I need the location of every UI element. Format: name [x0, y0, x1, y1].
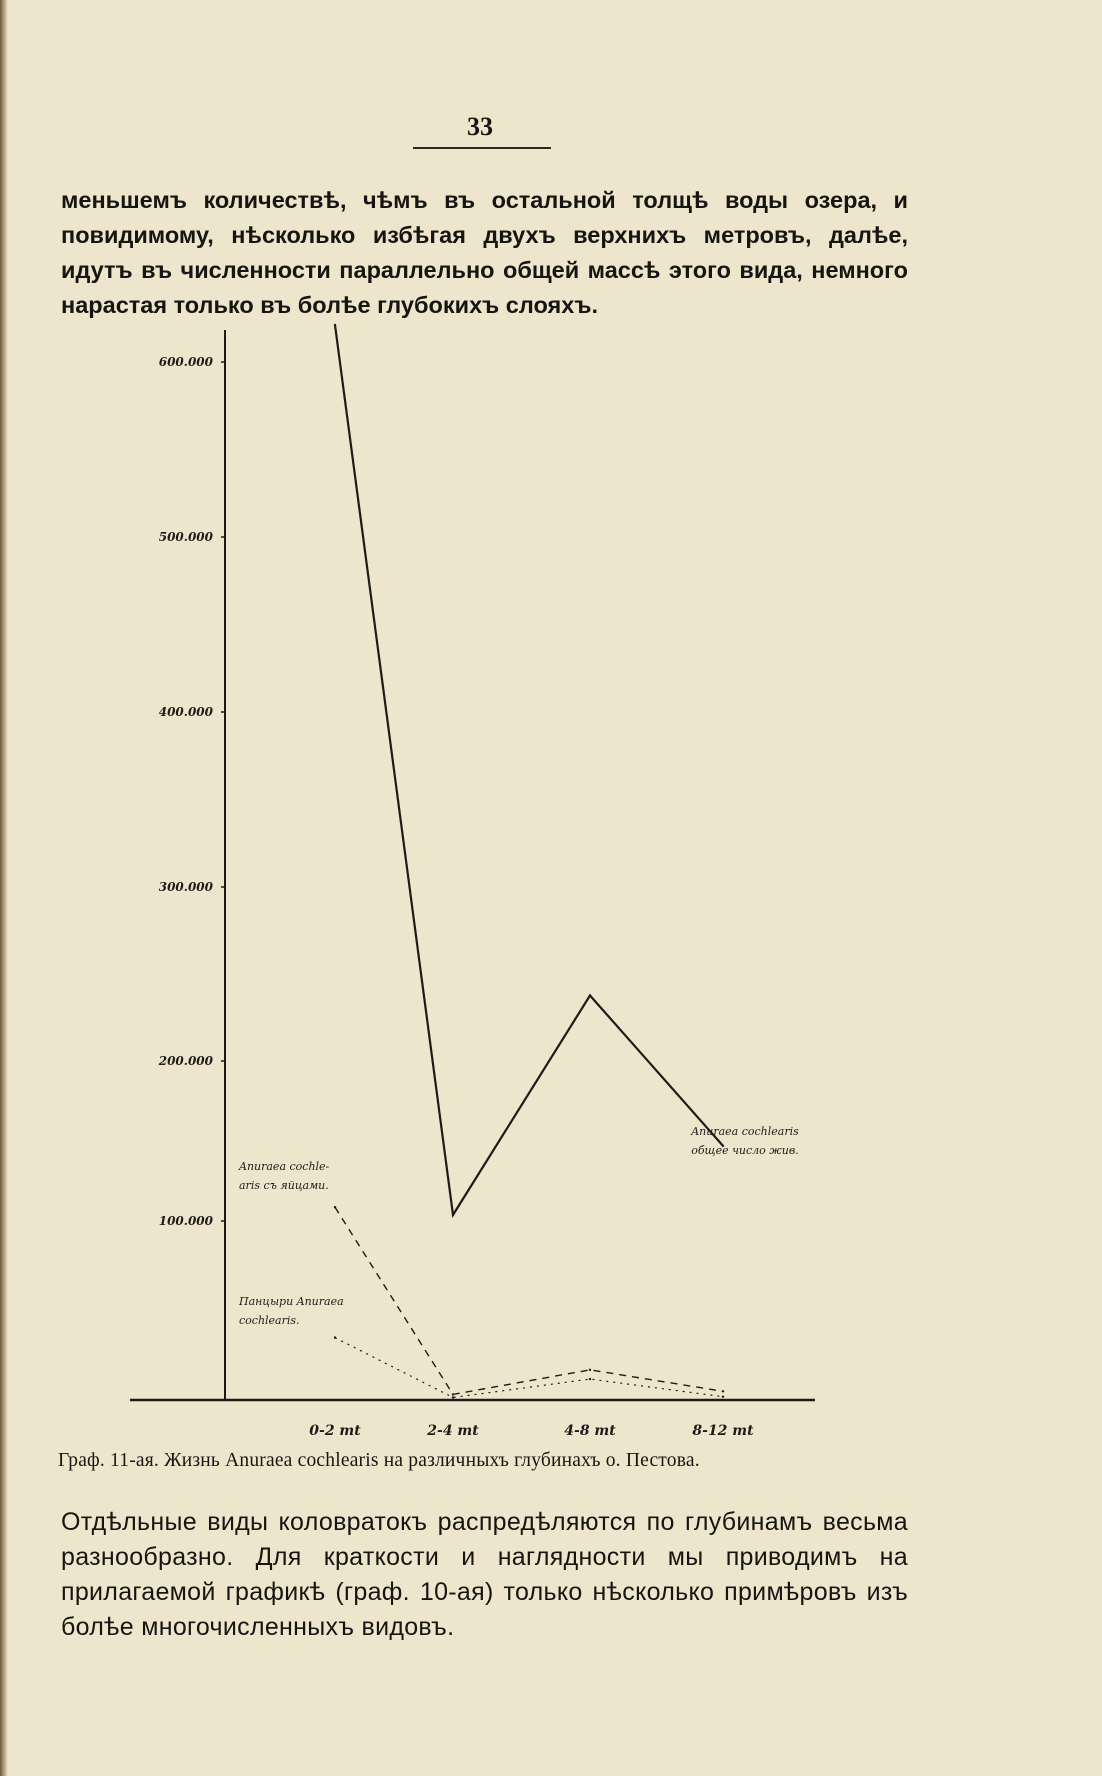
series-point-dotted [722, 1395, 724, 1397]
depth-chart [0, 320, 1102, 1460]
x-tick-label: 4-8 mt [564, 1423, 616, 1439]
y-tick-label: 600.000 [158, 355, 213, 369]
figure-caption: Граф. 11-ая. Жизнь Anuraea cochlearis на различныхъ глубинахъ о. Пестова. [58, 1450, 700, 1471]
y-ticks [158, 355, 225, 1228]
annotation-label: Anuraea cochle- [239, 1160, 330, 1173]
series-point-dashed [589, 1369, 591, 1371]
chart-series [334, 324, 724, 1399]
series-line-solid [335, 325, 723, 1215]
series-line-dotted [335, 1338, 723, 1398]
y-tick-label: 200.000 [158, 1054, 213, 1068]
y-tick-label: 400.000 [158, 705, 213, 719]
series-point-solid [334, 324, 336, 326]
annotation-label: общее число жив. [691, 1144, 799, 1157]
y-tick-label: 300.000 [158, 880, 213, 894]
chart-annotations [238, 1125, 799, 1327]
page-number: 33 [467, 112, 493, 141]
x-tick-label: 8-12 mt [692, 1423, 754, 1439]
y-tick-label: 100.000 [158, 1214, 213, 1228]
annotation-label: aris съ яйцами. [239, 1179, 329, 1192]
annotation-label: Anuraea cochlearis [691, 1125, 799, 1138]
annotation-label: Панцыри Anuraea [239, 1295, 344, 1308]
page-number-rule [413, 147, 551, 149]
series-line-dashed [335, 1207, 723, 1394]
series-point-dotted [589, 1378, 591, 1380]
series-point-dotted [334, 1336, 336, 1338]
x-tick-label: 0-2 mt [309, 1423, 361, 1439]
y-tick-label: 500.000 [158, 530, 213, 544]
annotation-label: cochlearis. [239, 1314, 300, 1327]
chart-axes [130, 330, 815, 1400]
paragraph-bottom: Отдѣльные виды коловратокъ распредѣляются по глубинамъ весьма разнообразно. Для краткости и наглядности мы приводимъ на прилагаемой графикѣ (граф. 10-ая) только нѣсколько примѣровъ изъ болѣе многочисленныхъ видовъ. [61, 1508, 908, 1641]
series-point-dashed [722, 1390, 724, 1392]
series-point-dotted [452, 1396, 454, 1398]
series-point-dashed [334, 1206, 336, 1208]
series-point-solid [589, 994, 591, 996]
x-tick-labels [309, 1423, 754, 1439]
series-point-solid [452, 1214, 454, 1216]
series-point-dashed [452, 1393, 454, 1395]
paragraph-top: меньшемъ количествѣ, чѣмъ въ остальной толщѣ воды озера, и повидимому, нѣсколько избѣгая двухъ верхнихъ метровъ, далѣе, идутъ въ численности параллельно общей массѣ этого вида, немного нарастая только въ болѣе глубокихъ слояхъ. [61, 187, 908, 318]
x-tick-label: 2-4 mt [427, 1423, 479, 1439]
